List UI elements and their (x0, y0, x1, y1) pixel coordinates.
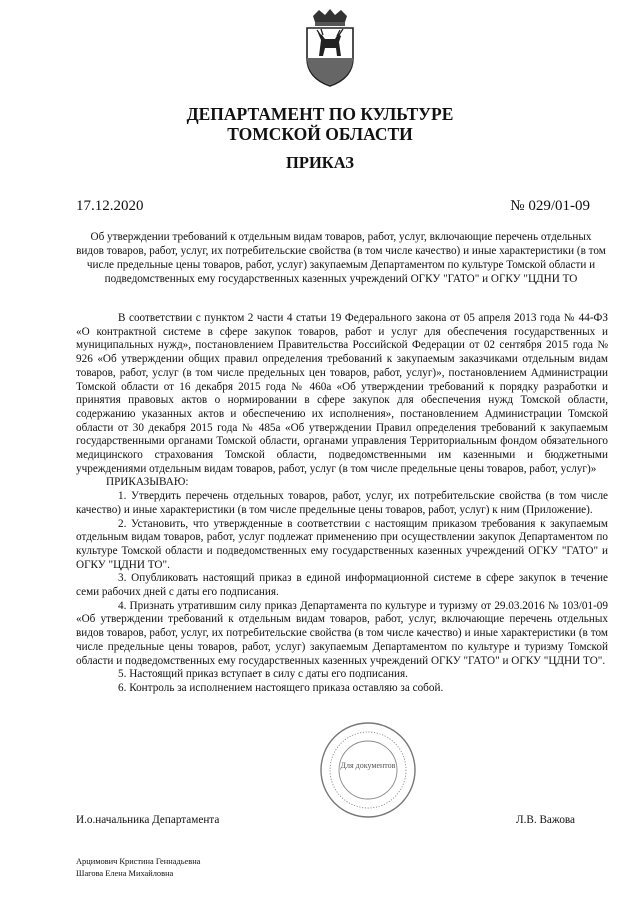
document-type: ПРИКАЗ (286, 153, 354, 172)
order-item-2: 2. Установить, что утвержденные в соответствии с настоящим приказом требования к закупаемым отдельным видам товаров, работ, услуг подлежат применению при осуществлении закупок Департаментом по культуре Томской области и подведомственных ему государственных казенных учреждений ОГКУ "ГАТО" и ОГКУ "ЦДНИ ТО". (76, 517, 608, 571)
coat-of-arms-icon (301, 6, 359, 88)
order-item-6: 6. Контроль за исполнением настоящего приказа оставляю за собой. (118, 681, 444, 694)
signatory-position: И.о.начальника Департамента (76, 814, 220, 826)
preamble-paragraph: В соответствии с пунктом 2 части 4 статьи 19 Федерального закона от 05 апреля 2013 года № 44-ФЗ «О контрактной системе в сфере закупок товаров, работ и услуг для обеспечения государственных и муниципальных нужд», постановлением Правительства Российской Федерации от 02 сентября 2015 года № 926 «Об утверждении общих правил определения требований к закупаемым заказчиками отдельным видам товаров, работ, услуг (в том числе предельных цен товаров, работ, услуг)», постановлением Администрации Томской области от 16 декабря 2015 года № 460а «Об утверждении требований к порядку разработки и принятия правовых актов о нормировании в сфере закупок для обеспечения нужд Томской области, содержанию указанных актов и обеспечению их исполнения», постановлением Администрации Томской области от 30 декабря 2015 года № 485а «Об утверждении Правил определения требований к закупаемым государственными органами Томской области, органами управления Территориальным фондом обязательного медицинского страхования Томской области, подведомственными им казенными и бюджетными учреждениями отдельным видам товаров, работ, услуг (в том числе предельные цены товаров, работ, услуг)» (76, 312, 608, 475)
order-word: ПРИКАЗЫВАЮ: (106, 476, 189, 489)
order-item-1: 1. Утвердить перечень отдельных товаров, работ, услуг, их потребительские свойства (в том числе качество) и иные характеристики (в том числе предельные цены товаров, работ, услуг) к ним (Приложение). (76, 490, 608, 516)
order-date: 17.12.2020 (76, 198, 144, 214)
round-seal-icon (318, 720, 418, 820)
stamp-text: Для документов (340, 761, 396, 770)
department-title-line1: ДЕПАРТАМЕНТ ПО КУЛЬТУРЕ (186, 104, 454, 124)
order-number: № 029/01-09 (510, 198, 590, 214)
order-item-4: 4. Признать утратившим силу приказ Департамента по культуре и туризму от 29.03.2016 № 103/01-09 «Об утверждении требований к отдельным видам товаров, работ, услуг, включающие перечень отдельных видов товаров, работ, услуг, их потребительские свойства (в том числе качество) и иные характеристики (в том числе предельные цены товаров, работ, услуг) закупаемым Департаментом по культуре и туризму Томской области и подведомственных ему государственных казенных учреждений ОГКУ "ГАТО" и ОГКУ "ЦДНИ ТО". (76, 599, 608, 667)
executors-block (76, 856, 200, 879)
department-title-line2: ТОМСКОЙ ОБЛАСТИ (227, 124, 413, 144)
order-body (76, 312, 608, 696)
executor-2: Шагова Елена Михайловна (76, 868, 174, 878)
order-subject: Об утверждении требований к отдельным видам товаров, работ, услуг, включающие перечень отдельных видов товаров, работ, услуг, их потребительские свойства (в том числе качество) и иные характеристики (в том числе предельные цены товаров, работ, услуг) закупаемым Департаментом по культуре Томской области и подведомственных ему государственных казенных учреждений ОГКУ "ГАТО" и ОГКУ "ЦДНИ ТО (76, 231, 606, 286)
order-item-5: 5. Настоящий приказ вступает в силу с даты его подписания. (118, 668, 408, 681)
executor-1: Арцимович Кристина Геннадьевна (76, 857, 201, 866)
order-item-3: 3. Опубликовать настоящий приказ в единой информационной системе в сфере закупок в течение семи рабочих дней с даты его подписания. (76, 572, 608, 599)
signatory-name: Л.В. Важова (516, 814, 576, 826)
